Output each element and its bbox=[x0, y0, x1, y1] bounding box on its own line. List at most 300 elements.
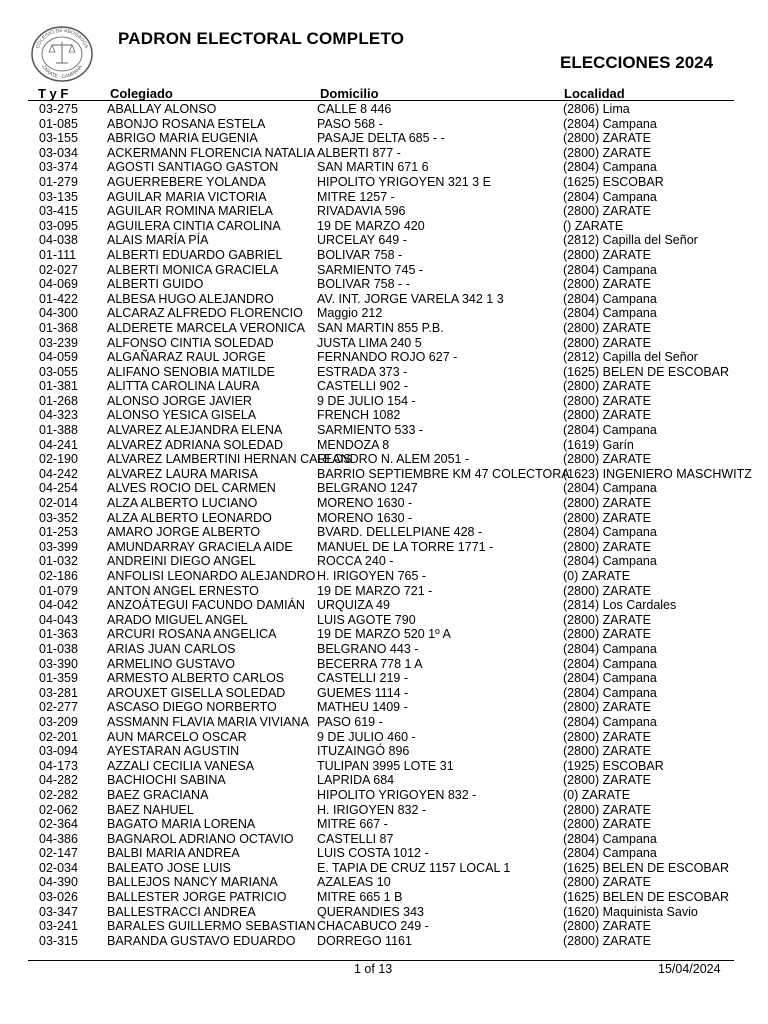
table-row bbox=[0, 744, 768, 759]
table-row bbox=[0, 452, 768, 467]
member-name: BARANDA GUSTAVO EDUARDO bbox=[107, 933, 296, 948]
member-address: CALLE 8 446 bbox=[317, 102, 392, 116]
member-name: ABRIGO MARIA EUGENIA bbox=[107, 131, 258, 146]
member-name: AMUNDARRAY GRACIELA AIDE bbox=[107, 539, 293, 554]
member-address: H. IRIGOYEN 765 - bbox=[317, 569, 427, 583]
table-row bbox=[0, 657, 768, 672]
member-address: QUERANDIES 343 bbox=[317, 904, 424, 919]
member-address: LAPRIDA 684 bbox=[317, 773, 395, 788]
member-name: BALEATO JOSE LUIS bbox=[107, 860, 231, 875]
table-row bbox=[0, 219, 768, 234]
member-locality: (2800) ZARATE bbox=[563, 496, 651, 511]
member-locality: () ZARATE bbox=[563, 218, 624, 233]
table-row bbox=[0, 190, 768, 205]
member-locality: (2800) ZARATE bbox=[563, 247, 651, 262]
member-name: ALBESA HUGO ALEJANDRO bbox=[107, 291, 274, 306]
member-address: MANUEL DE LA TORRE 1771 - bbox=[317, 539, 494, 554]
table-row bbox=[0, 715, 768, 730]
member-locality: (2804) Campana bbox=[563, 189, 657, 204]
member-address: PASO 619 - bbox=[317, 714, 383, 729]
member-address: BELGRANO 1247 bbox=[317, 481, 418, 496]
member-locality: (1625) ESCOBAR bbox=[563, 174, 664, 189]
table-row bbox=[0, 365, 768, 380]
member-locality: (2800) ZARATE bbox=[563, 875, 651, 890]
member-locality: (2800) ZARATE bbox=[563, 379, 651, 394]
member-code: 03-399 bbox=[39, 539, 78, 554]
table-row bbox=[0, 131, 768, 146]
seal-text-top: COLEGIO DE ABOGADOS bbox=[34, 27, 90, 50]
member-locality: (2800) ZARATE bbox=[563, 729, 651, 744]
member-address: LEANDRO N. ALEM 2051 - bbox=[317, 452, 470, 467]
member-name: ACKERMANN FLORENCIA NATALIA bbox=[107, 145, 315, 160]
member-address: RIVADAVIA 596 bbox=[317, 204, 406, 219]
member-code: 03-390 bbox=[39, 656, 78, 671]
member-code: 03-209 bbox=[39, 714, 78, 729]
member-code: 04-242 bbox=[39, 466, 78, 481]
member-address: ITUZAINGÓ 896 bbox=[317, 744, 410, 759]
member-name: BACHIOCHI SABINA bbox=[107, 773, 226, 788]
member-name: AGOSTI SANTIAGO GASTON bbox=[107, 160, 279, 175]
member-code: 02-062 bbox=[39, 802, 78, 817]
member-code: 03-281 bbox=[39, 685, 78, 700]
member-locality: (2804) Campana bbox=[563, 831, 657, 846]
table-row bbox=[0, 336, 768, 351]
member-address: MITRE 665 1 B bbox=[317, 890, 403, 905]
table-row bbox=[0, 671, 768, 686]
member-name: AGUILAR MARIA VICTORIA bbox=[107, 189, 267, 204]
table-row bbox=[0, 350, 768, 365]
member-address: MATHEU 1409 - bbox=[317, 700, 408, 715]
member-code: 03-135 bbox=[39, 189, 78, 204]
member-code: 03-239 bbox=[39, 335, 78, 350]
member-name: ANZOÁTEGUI FACUNDO DAMIÁN bbox=[107, 598, 305, 613]
member-locality: (2804) Campana bbox=[563, 423, 657, 438]
member-address: 19 DE MARZO 420 bbox=[317, 218, 425, 233]
member-name: AYESTARAN AGUSTIN bbox=[107, 744, 240, 759]
member-name: BAEZ NAHUEL bbox=[107, 802, 194, 817]
member-code: 02-186 bbox=[39, 569, 78, 583]
member-locality: (2800) ZARATE bbox=[563, 277, 651, 292]
member-locality: (2804) Campana bbox=[563, 671, 657, 686]
member-locality: (2800) ZARATE bbox=[563, 131, 651, 146]
table-row bbox=[0, 175, 768, 190]
table-row bbox=[0, 511, 768, 526]
member-code: 01-279 bbox=[39, 174, 78, 189]
member-locality: (2804) Campana bbox=[563, 656, 657, 671]
member-address: DORREGO 1161 bbox=[317, 933, 412, 948]
member-name: ALZA ALBERTO LUCIANO bbox=[107, 496, 258, 511]
footer-divider bbox=[28, 960, 734, 961]
member-name: ALGAÑARAZ RAUL JORGE bbox=[107, 350, 266, 365]
table-row bbox=[0, 919, 768, 934]
member-address: MORENO 1630 - bbox=[317, 496, 413, 511]
column-header-code: T y F bbox=[38, 86, 69, 101]
table-row bbox=[0, 686, 768, 701]
table-row bbox=[0, 467, 768, 482]
member-locality: (2800) ZARATE bbox=[563, 933, 651, 948]
member-locality: (2800) ZARATE bbox=[563, 320, 651, 335]
member-code: 01-268 bbox=[39, 393, 78, 408]
member-locality: (2812) Capilla del Señor bbox=[563, 233, 698, 248]
member-code: 01-038 bbox=[39, 641, 78, 656]
member-locality: (2800) ZARATE bbox=[563, 627, 651, 642]
member-locality: (2804) Campana bbox=[563, 641, 657, 656]
member-locality: (0) ZARATE bbox=[563, 787, 631, 802]
member-code: 01-368 bbox=[39, 320, 78, 335]
member-address: 19 DE MARZO 721 - bbox=[317, 583, 433, 598]
member-code: 04-038 bbox=[39, 233, 78, 248]
member-locality: (2800) ZARATE bbox=[563, 817, 651, 832]
member-name: ALVAREZ LAMBERTINI HERNAN CARLOS bbox=[107, 452, 352, 467]
table-row bbox=[0, 773, 768, 788]
member-address: CASTELLI 219 - bbox=[317, 671, 409, 686]
member-name: AROUXET GISELLA SOLEDAD bbox=[107, 685, 286, 700]
member-locality: (2814) Los Cardales bbox=[563, 598, 677, 613]
member-code: 03-275 bbox=[39, 102, 78, 116]
member-name: ALITTA CAROLINA LAURA bbox=[107, 379, 260, 394]
table-row bbox=[0, 613, 768, 628]
table-row bbox=[0, 292, 768, 307]
member-name: AGUERREBERE YOLANDA bbox=[107, 174, 266, 189]
member-address: LUIS AGOTE 790 bbox=[317, 612, 416, 627]
member-address: H. IRIGOYEN 832 - bbox=[317, 802, 427, 817]
member-address: BARRIO SEPTIEMBRE KM 47 COLECTORA bbox=[317, 466, 570, 481]
member-address: ALBERTI 877 - bbox=[317, 145, 401, 160]
member-address: BECERRA 778 1 A bbox=[317, 656, 423, 671]
table-row bbox=[0, 277, 768, 292]
member-code: 03-241 bbox=[39, 919, 78, 934]
page-title: PADRON ELECTORAL COMPLETO bbox=[118, 29, 405, 48]
member-code: 02-014 bbox=[39, 496, 78, 511]
member-name: ARMELINO GUSTAVO bbox=[107, 656, 236, 671]
table-row bbox=[0, 627, 768, 642]
member-locality: (2800) ZARATE bbox=[563, 539, 651, 554]
member-address: AZALEAS 10 bbox=[317, 875, 391, 890]
member-code: 01-422 bbox=[39, 291, 78, 306]
member-address: BOLIVAR 758 - - bbox=[317, 277, 410, 292]
member-locality: (2804) Campana bbox=[563, 525, 657, 540]
member-locality: (2812) Capilla del Señor bbox=[563, 350, 698, 365]
member-locality: (2804) Campana bbox=[563, 481, 657, 496]
member-code: 03-095 bbox=[39, 218, 78, 233]
member-locality: (1620) Maquinista Savio bbox=[563, 904, 698, 919]
member-address: MITRE 667 - bbox=[317, 817, 388, 832]
member-name: BALLESTER JORGE PATRICIO bbox=[107, 890, 287, 905]
member-name: AGUILERA CINTIA CAROLINA bbox=[107, 218, 281, 233]
table-row bbox=[0, 117, 768, 132]
member-code: 03-026 bbox=[39, 890, 78, 905]
member-code: 02-034 bbox=[39, 860, 78, 875]
column-header-address: Domicilio bbox=[320, 86, 379, 101]
member-name: ASSMANN FLAVIA MARIA VIVIANA bbox=[107, 714, 309, 729]
member-address: TULIPAN 3995 LOTE 31 bbox=[317, 758, 454, 773]
member-code: 03-415 bbox=[39, 204, 78, 219]
member-address: ESTRADA 373 - bbox=[317, 364, 408, 379]
table-row bbox=[0, 730, 768, 745]
voter-list bbox=[0, 102, 768, 948]
member-locality: (2800) ZARATE bbox=[563, 802, 651, 817]
member-address: LUIS COSTA 1012 - bbox=[317, 846, 429, 861]
member-code: 01-253 bbox=[39, 525, 78, 540]
member-code: 03-315 bbox=[39, 933, 78, 948]
table-row bbox=[0, 160, 768, 175]
member-locality: (1925) ESCOBAR bbox=[563, 758, 664, 773]
member-address: MITRE 1257 - bbox=[317, 189, 395, 204]
member-name: AMARO JORGE ALBERTO bbox=[107, 525, 261, 540]
member-locality: (2804) Campana bbox=[563, 714, 657, 729]
member-locality: (2800) ZARATE bbox=[563, 335, 651, 350]
member-code: 04-241 bbox=[39, 437, 78, 452]
member-address: MORENO 1630 - bbox=[317, 510, 413, 525]
member-locality: (2804) Campana bbox=[563, 685, 657, 700]
member-code: 04-390 bbox=[39, 875, 78, 890]
member-address: HIPOLITO YRIGOYEN 832 - bbox=[317, 787, 477, 802]
member-name: AZZALI CECILIA VANESA bbox=[107, 758, 255, 773]
member-locality: (1625) BELEN DE ESCOBAR bbox=[563, 890, 730, 905]
table-row bbox=[0, 394, 768, 409]
member-address: CASTELLI 87 bbox=[317, 831, 394, 846]
member-name: ABALLAY ALONSO bbox=[107, 102, 217, 116]
member-code: 04-173 bbox=[39, 758, 78, 773]
member-code: 02-147 bbox=[39, 846, 78, 861]
member-code: 03-055 bbox=[39, 364, 78, 379]
member-name: ALVAREZ ALEJANDRA ELENA bbox=[107, 423, 283, 438]
member-name: ANDREINI DIEGO ANGEL bbox=[107, 554, 256, 569]
member-locality: (2804) Campana bbox=[563, 160, 657, 175]
page-number: 1 of 13 bbox=[354, 962, 393, 976]
table-row bbox=[0, 846, 768, 861]
member-locality: (2800) ZARATE bbox=[563, 204, 651, 219]
member-code: 03-155 bbox=[39, 131, 78, 146]
member-name: ALONSO JORGE JAVIER bbox=[107, 393, 252, 408]
table-row bbox=[0, 408, 768, 423]
member-name: ALVAREZ ADRIANA SOLEDAD bbox=[107, 437, 283, 452]
member-address: CASTELLI 902 - bbox=[317, 379, 409, 394]
table-row bbox=[0, 525, 768, 540]
member-code: 01-111 bbox=[39, 247, 77, 262]
member-locality: (2800) ZARATE bbox=[563, 612, 651, 627]
member-address: BELGRANO 443 - bbox=[317, 641, 419, 656]
member-address: FERNANDO ROJO 627 - bbox=[317, 350, 458, 365]
member-code: 04-254 bbox=[39, 481, 78, 496]
member-code: 02-201 bbox=[39, 729, 78, 744]
member-address: 9 DE JULIO 460 - bbox=[317, 729, 416, 744]
member-address: 9 DE JULIO 154 - bbox=[317, 393, 416, 408]
table-row bbox=[0, 875, 768, 890]
table-row bbox=[0, 146, 768, 161]
member-name: ASCASO DIEGO NORBERTO bbox=[107, 700, 277, 715]
member-address: BOLIVAR 758 - bbox=[317, 247, 403, 262]
member-locality: (2804) Campana bbox=[563, 262, 657, 277]
member-name: ALBERTI MONICA GRACIELA bbox=[107, 262, 279, 277]
table-row bbox=[0, 321, 768, 336]
member-address: JUSTA LIMA 240 5 bbox=[317, 335, 422, 350]
member-locality: (2804) Campana bbox=[563, 291, 657, 306]
member-address: SARMIENTO 745 - bbox=[317, 262, 424, 277]
member-locality: (2800) ZARATE bbox=[563, 145, 651, 160]
election-subtitle: ELECCIONES 2024 bbox=[560, 53, 714, 72]
member-locality: (2800) ZARATE bbox=[563, 393, 651, 408]
member-locality: (1625) BELEN DE ESCOBAR bbox=[563, 364, 730, 379]
member-locality: (2806) Lima bbox=[563, 102, 630, 116]
member-name: ABONJO ROSANA ESTELA bbox=[107, 116, 266, 131]
member-name: ALONSO YESICA GISELA bbox=[107, 408, 257, 423]
member-address: MENDOZA 8 bbox=[317, 437, 390, 452]
member-locality: (2800) ZARATE bbox=[563, 452, 651, 467]
member-locality: (2800) ZARATE bbox=[563, 744, 651, 759]
member-name: BALLEJOS NANCY MARIANA bbox=[107, 875, 278, 890]
member-address: PASO 568 - bbox=[317, 116, 383, 131]
member-locality: (2804) Campana bbox=[563, 846, 657, 861]
member-name: ALVAREZ LAURA MARISA bbox=[107, 466, 258, 481]
table-row bbox=[0, 803, 768, 818]
table-row bbox=[0, 584, 768, 599]
member-name: AGUILAR ROMINA MARIELA bbox=[107, 204, 274, 219]
table-row bbox=[0, 306, 768, 321]
table-row bbox=[0, 233, 768, 248]
table-row bbox=[0, 861, 768, 876]
table-row bbox=[0, 832, 768, 847]
member-code: 04-300 bbox=[39, 306, 78, 321]
table-row bbox=[0, 890, 768, 905]
table-row bbox=[0, 248, 768, 263]
member-address: SAN MARTIN 855 P.B. bbox=[317, 320, 444, 335]
member-name: BAGATO MARIA LORENA bbox=[107, 817, 256, 832]
member-locality: (2800) ZARATE bbox=[563, 919, 651, 934]
member-code: 01-085 bbox=[39, 116, 78, 131]
member-address: URCELAY 649 - bbox=[317, 233, 407, 248]
member-name: ALAIS MARÍA PÍA bbox=[107, 233, 209, 248]
table-row bbox=[0, 204, 768, 219]
member-name: BARALES GUILLERMO SEBASTIAN bbox=[107, 919, 316, 934]
member-name: ALCARAZ ALFREDO FLORENCIO bbox=[107, 306, 303, 321]
member-code: 04-386 bbox=[39, 831, 78, 846]
member-locality: (2800) ZARATE bbox=[563, 510, 651, 525]
table-row bbox=[0, 598, 768, 613]
table-row bbox=[0, 934, 768, 949]
member-code: 01-388 bbox=[39, 423, 78, 438]
member-name: ALFONSO CINTIA SOLEDAD bbox=[107, 335, 274, 350]
member-address: Maggio 212 bbox=[317, 306, 383, 321]
column-header-name: Colegiado bbox=[110, 86, 173, 101]
member-code: 01-359 bbox=[39, 671, 78, 686]
table-row bbox=[0, 759, 768, 774]
table-row bbox=[0, 569, 768, 584]
member-code: 04-059 bbox=[39, 350, 78, 365]
member-name: BAGNAROL ADRIANO OCTAVIO bbox=[107, 831, 294, 846]
header-divider bbox=[28, 100, 734, 101]
member-code: 02-190 bbox=[39, 452, 78, 467]
member-code: 04-323 bbox=[39, 408, 78, 423]
member-code: 04-069 bbox=[39, 277, 78, 292]
member-address: FRENCH 1082 bbox=[317, 408, 401, 423]
member-address: AV. INT. JORGE VARELA 342 1 3 bbox=[317, 291, 504, 306]
seal-text-bottom: ZARATE - CAMPANA bbox=[40, 64, 84, 81]
member-name: BALBI MARIA ANDREA bbox=[107, 846, 240, 861]
print-date: 15/04/2024 bbox=[658, 962, 721, 976]
table-row bbox=[0, 423, 768, 438]
member-name: ALBERTI GUIDO bbox=[107, 277, 204, 292]
member-code: 01-079 bbox=[39, 583, 78, 598]
member-code: 03-352 bbox=[39, 510, 78, 525]
member-name: BAEZ GRACIANA bbox=[107, 787, 209, 802]
member-address: URQUIZA 49 bbox=[317, 598, 390, 613]
member-name: BALLESTRACCI ANDREA bbox=[107, 904, 256, 919]
member-address: SARMIENTO 533 - bbox=[317, 423, 424, 438]
table-row bbox=[0, 817, 768, 832]
member-name: ALVES ROCIO DEL CARMEN bbox=[107, 481, 276, 496]
member-address: ROCCA 240 - bbox=[317, 554, 394, 569]
member-name: ARMESTO ALBERTO CARLOS bbox=[107, 671, 285, 686]
column-header-locality: Localidad bbox=[564, 86, 625, 101]
member-address: PASAJE DELTA 685 - - bbox=[317, 131, 445, 146]
member-name: ARCURI ROSANA ANGELICA bbox=[107, 627, 277, 642]
member-name: ALIFANO SENOBIA MATILDE bbox=[107, 364, 275, 379]
member-name: ANFOLISI LEONARDO ALEJANDRO bbox=[107, 569, 316, 583]
member-address: SAN MARTIN 671 6 bbox=[317, 160, 429, 175]
member-address: HIPOLITO YRIGOYEN 321 3 E bbox=[317, 174, 491, 189]
member-code: 04-282 bbox=[39, 773, 78, 788]
member-locality: (0) ZARATE bbox=[563, 569, 631, 583]
table-row bbox=[0, 102, 768, 117]
table-row bbox=[0, 438, 768, 453]
member-locality: (2804) Campana bbox=[563, 306, 657, 321]
bar-association-seal bbox=[30, 25, 94, 83]
member-code: 02-364 bbox=[39, 817, 78, 832]
member-code: 04-043 bbox=[39, 612, 78, 627]
table-row bbox=[0, 642, 768, 657]
member-locality: (2800) ZARATE bbox=[563, 408, 651, 423]
table-row bbox=[0, 263, 768, 278]
member-name: ALBERTI EDUARDO GABRIEL bbox=[107, 247, 283, 262]
member-code: 03-374 bbox=[39, 160, 78, 175]
member-name: ANTON ANGEL ERNESTO bbox=[107, 583, 259, 598]
member-locality: (1619) Garín bbox=[563, 437, 634, 452]
table-row bbox=[0, 554, 768, 569]
member-code: 02-277 bbox=[39, 700, 78, 715]
member-name: AUN MARCELO OSCAR bbox=[107, 729, 247, 744]
member-address: BVARD. DELLELPIANE 428 - bbox=[317, 525, 483, 540]
member-name: ARADO MIGUEL ANGEL bbox=[107, 612, 248, 627]
member-code: 02-282 bbox=[39, 787, 78, 802]
table-row bbox=[0, 481, 768, 496]
table-row bbox=[0, 700, 768, 715]
member-code: 02-027 bbox=[39, 262, 78, 277]
member-address: GUEMES 1114 - bbox=[317, 685, 409, 700]
table-row bbox=[0, 379, 768, 394]
member-address: CHACABUCO 249 - bbox=[317, 919, 429, 934]
member-code: 03-094 bbox=[39, 744, 78, 759]
member-code: 01-381 bbox=[39, 379, 78, 394]
member-locality: (1623) INGENIERO MASCHWITZ bbox=[563, 466, 752, 481]
member-code: 03-347 bbox=[39, 904, 78, 919]
member-name: ARIAS JUAN CARLOS bbox=[107, 641, 236, 656]
member-code: 01-032 bbox=[39, 554, 78, 569]
table-row bbox=[0, 905, 768, 920]
table-row bbox=[0, 496, 768, 511]
table-row bbox=[0, 788, 768, 803]
member-locality: (2800) ZARATE bbox=[563, 773, 651, 788]
member-address: 19 DE MARZO 520 1º A bbox=[317, 627, 451, 642]
member-code: 04-042 bbox=[39, 598, 78, 613]
member-address: E. TAPIA DE CRUZ 1157 LOCAL 1 bbox=[317, 860, 511, 875]
member-locality: (2804) Campana bbox=[563, 116, 657, 131]
member-code: 03-034 bbox=[39, 145, 78, 160]
member-locality: (2804) Campana bbox=[563, 554, 657, 569]
member-locality: (1625) BELEN DE ESCOBAR bbox=[563, 860, 730, 875]
member-name: ALZA ALBERTO LEONARDO bbox=[107, 510, 272, 525]
member-code: 01-363 bbox=[39, 627, 78, 642]
